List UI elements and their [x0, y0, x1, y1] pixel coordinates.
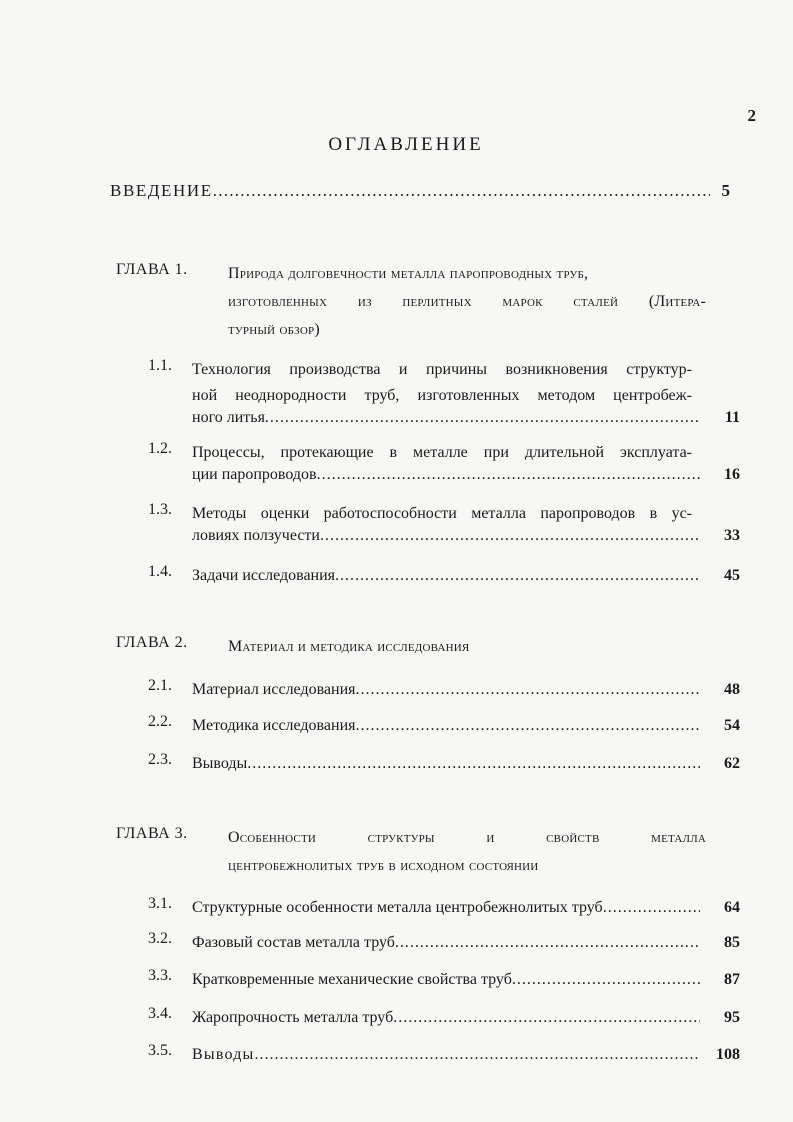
section-page: 64	[724, 899, 740, 916]
section-line: Методика исследования	[192, 717, 356, 734]
chapter-label: ГЛАВА 2.	[116, 634, 188, 651]
section-line: Фазовый состав металла труб	[192, 934, 395, 951]
dot-leader	[356, 677, 700, 703]
entry-page: 5	[721, 181, 730, 200]
dot-leader	[395, 930, 700, 956]
section-line: Технология производства и причины возникновения структур-	[192, 361, 692, 378]
page-number: 2	[747, 106, 756, 125]
toc-entry-1-1[interactable]	[148, 357, 740, 427]
section-number: 3.3.	[148, 967, 172, 984]
toc-entry-2-1[interactable]	[148, 677, 740, 703]
section-page: 33	[724, 527, 740, 544]
section-line: ной неоднородности труб, изготовленных методом центробеж-	[192, 387, 692, 404]
section-page: 48	[724, 681, 740, 698]
section-number: 1.1.	[148, 357, 172, 374]
section-number: 2.2.	[148, 713, 172, 730]
section-line: ного литья	[192, 409, 265, 426]
chapter-title-line: Особенности структуры и свойств металла	[228, 829, 706, 846]
dot-leader	[603, 895, 700, 921]
dot-leader	[393, 1005, 700, 1031]
section-number: 3.4.	[148, 1005, 172, 1022]
chapter-title-line: изготовленных из перлитных марок сталей (Литера-	[228, 293, 706, 310]
section-number: 3.2.	[148, 930, 172, 947]
chapter-label: ГЛАВА 1.	[116, 261, 188, 278]
toc-title: ОГЛАВЛЕНИЕ	[328, 134, 484, 155]
section-page: 54	[724, 717, 740, 734]
chapter-label: ГЛАВА 3.	[116, 825, 188, 842]
section-line: ловиях ползучести	[192, 527, 320, 544]
section-number: 3.5.	[148, 1042, 172, 1059]
section-number: 3.1.	[148, 895, 172, 912]
chapter-title-line: Природа долговечности металла паропроводных труб,	[228, 265, 589, 282]
section-line: ции паропроводов	[192, 466, 317, 483]
dot-leader	[265, 409, 700, 427]
section-number: 2.1.	[148, 677, 172, 694]
section-page: 87	[724, 971, 740, 988]
dot-leader	[355, 713, 700, 739]
toc-entry-3-5[interactable]	[148, 1042, 740, 1068]
toc-entry-3-4[interactable]	[148, 1005, 740, 1031]
chapter-title-line: турный обзор)	[228, 321, 320, 338]
section-number: 1.3.	[148, 501, 172, 518]
section-number: 2.3.	[148, 751, 172, 768]
toc-entry-1-3[interactable]	[148, 501, 740, 545]
section-page: 62	[724, 755, 740, 772]
dot-leader	[320, 527, 700, 545]
chapter-1-heading[interactable]	[116, 260, 706, 344]
section-page: 16	[724, 466, 740, 483]
section-page: 95	[724, 1009, 740, 1026]
dot-leader	[247, 751, 700, 777]
dot-leader	[255, 1042, 701, 1068]
dot-leader	[317, 466, 700, 484]
dot-leader	[335, 563, 700, 589]
section-line: Методы оценки работоспособности металла паропроводов в ус-	[192, 505, 692, 522]
section-page: 108	[716, 1046, 740, 1063]
toc-entry-3-1[interactable]	[148, 895, 740, 921]
toc-entry-2-3[interactable]	[148, 751, 740, 777]
toc-entry-1-2[interactable]	[148, 440, 740, 484]
toc-entry-3-2[interactable]	[148, 930, 740, 956]
section-line: Структурные особенности металла центробежнолитых труб	[192, 899, 603, 916]
section-line: Выводы	[192, 755, 248, 772]
section-line: Жаропрочность металла труб	[192, 1009, 394, 1026]
chapter-title-line: центробежнолитых труб в исходном состоянии	[228, 857, 539, 874]
section-number: 1.4.	[148, 563, 172, 580]
section-page: 85	[724, 934, 740, 951]
chapter-2-heading[interactable]	[116, 633, 706, 661]
dot-leader	[213, 181, 710, 201]
section-line: Процессы, протекающие в металле при длительной эксплуата-	[192, 444, 692, 461]
section-page: 11	[724, 409, 740, 426]
dot-leader	[512, 967, 700, 993]
section-number: 1.2.	[148, 440, 172, 457]
chapter-3-heading[interactable]	[116, 824, 706, 880]
section-line: Материал исследования	[192, 681, 356, 698]
toc-entry-introduction[interactable]	[110, 181, 730, 201]
section-line: Кратковременные механические свойства труб	[192, 971, 512, 988]
chapter-title-line: Материал и методика исследования	[228, 638, 470, 655]
section-line: Выводы	[192, 1046, 255, 1063]
toc-entry-3-3[interactable]	[148, 967, 740, 993]
section-line: Задачи исследования	[192, 567, 336, 584]
entry-label: ВВЕДЕНИЕ	[110, 181, 213, 200]
section-page: 45	[724, 567, 740, 584]
toc-entry-1-4[interactable]	[148, 563, 740, 589]
toc-entry-2-2[interactable]	[148, 713, 740, 739]
